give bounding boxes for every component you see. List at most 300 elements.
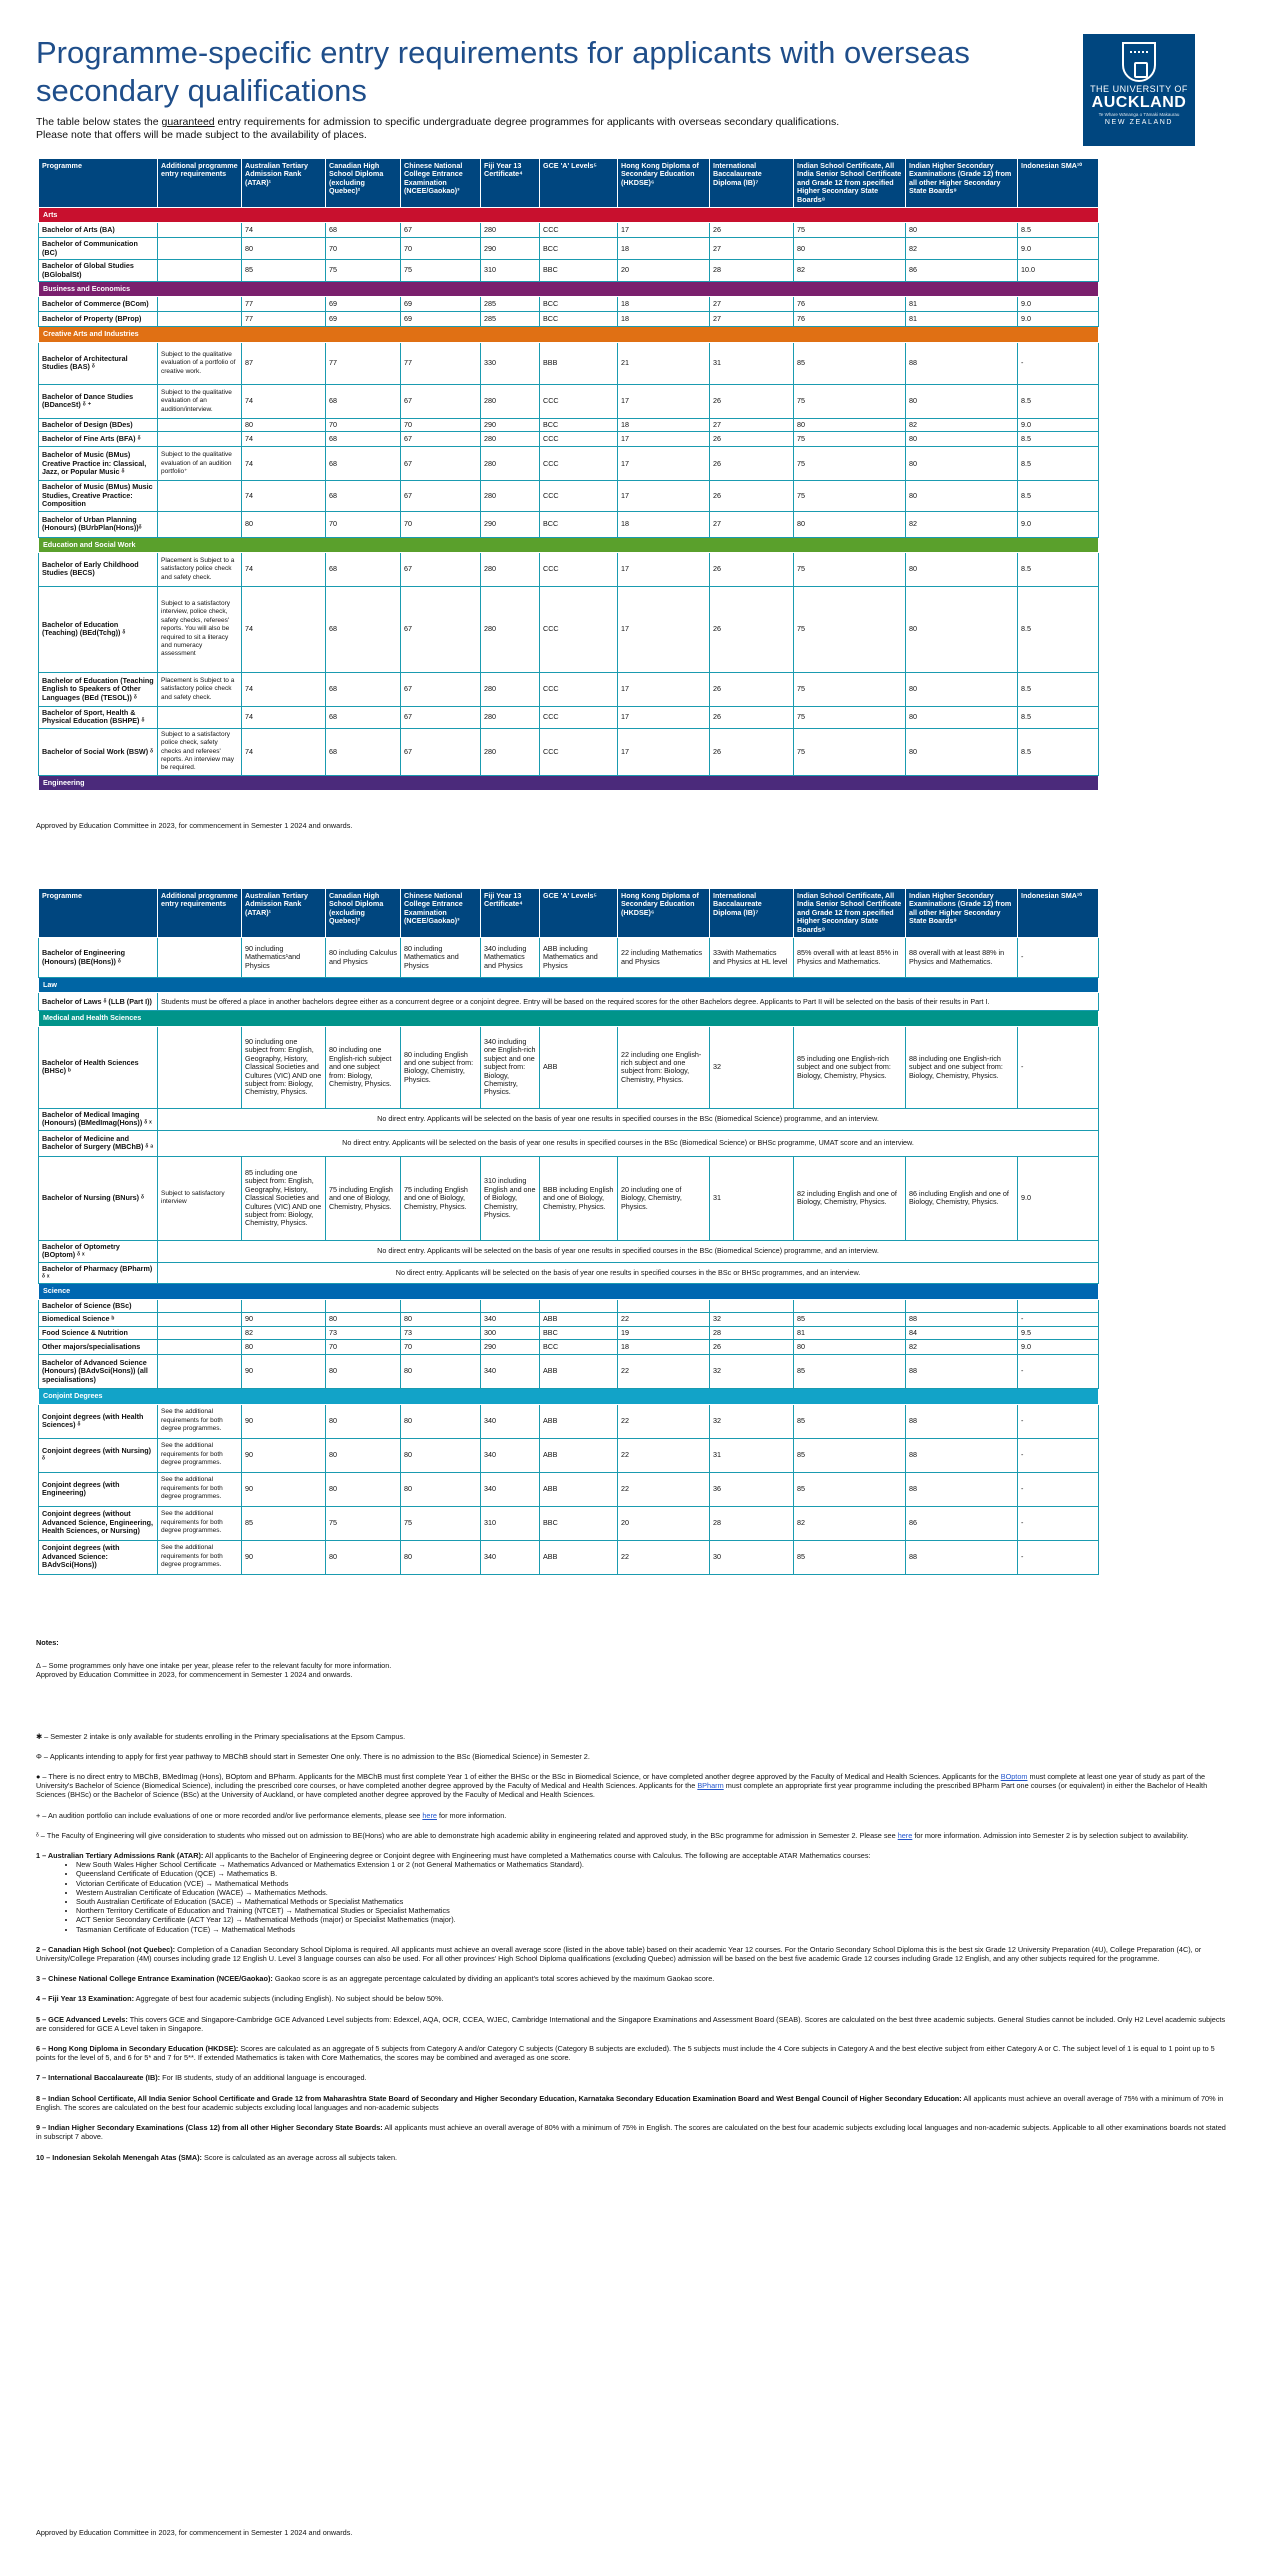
note-phi: Φ – Applicants intending to apply for first year pathway to MBChB should start in Semester One only. There is no admission to the BSc (Biomedical Science) in Semester 2.: [36, 1751, 590, 1761]
programme-name: Conjoint degrees (without Advanced Science, Engineering, Health Sciences, or Nursing): [39, 1506, 158, 1540]
requirement-cell: 26: [710, 447, 794, 481]
section-row: [39, 1284, 1099, 1299]
bpharm-link[interactable]: BPharm: [697, 1781, 724, 1791]
requirement-cell: 74: [242, 672, 326, 706]
empty-cell: [710, 1299, 794, 1312]
requirement-cell: 85 including one English-rich subject and one subject from: Biology, Chemistry, Physics.: [794, 1026, 906, 1108]
requirement-cell: 22 including Mathematics and Physics: [618, 938, 710, 978]
table-row: [39, 1506, 1099, 1540]
additional-requirements: See the additional requirements for both degree programmes.: [158, 1540, 242, 1574]
programme-name: Bachelor of Architectural Studies (BAS) ᵟ: [39, 342, 158, 384]
column-header: Canadian High School Diploma (excluding Quebec)²: [326, 159, 401, 208]
requirement-cell: 280: [481, 586, 540, 672]
table-row: [39, 1472, 1099, 1506]
requirement-cell: 26: [710, 481, 794, 511]
requirement-cell: 75: [794, 384, 906, 418]
note-7: 7 – International Baccalaureate (IB): For IB students, study of an additional language is encouraged.: [36, 2073, 367, 2083]
requirement-cell: 310: [481, 1506, 540, 1540]
table-row: [39, 1026, 1099, 1108]
column-header: Chinese National College Entrance Examination (NCEE/Gaokao)³: [401, 159, 481, 208]
requirement-cell: 75: [794, 552, 906, 586]
programme-name: Bachelor of Design (BDes): [39, 418, 158, 431]
requirement-cell: 9.0: [1018, 418, 1099, 431]
requirement-cell: -: [1018, 938, 1099, 978]
requirement-cell: 68: [326, 552, 401, 586]
guaranteed-underline: guaranteed: [161, 116, 215, 128]
requirement-cell: ABB: [540, 1313, 618, 1326]
additional-requirements: See the additional requirements for both degree programmes.: [158, 1404, 242, 1438]
note-engineering: ᵟ – The Faculty of Engineering will give consideration to students who missed out on admission to BE(Hons) who are able to demonstrate high academic ability in engineering related and approved study, in the BSc programme for admission in Semester 2. Please see here for more information. Admission into Semester 2 is by selection subject to availability.: [36, 1830, 1189, 1840]
requirement-cell: 80: [401, 1540, 481, 1574]
requirement-cell: 80: [794, 511, 906, 537]
empty-cell: [618, 1299, 710, 1312]
requirement-cell: 26: [710, 223, 794, 238]
table-row: [39, 1438, 1099, 1472]
requirement-cell: 90: [242, 1355, 326, 1389]
requirement-cell: 67: [401, 481, 481, 511]
requirement-cell: 81: [906, 312, 1018, 327]
requirement-cell: -: [1018, 1026, 1099, 1108]
requirement-cell: 74: [242, 552, 326, 586]
atar-list-item: • ACT Senior Secondary Certificate (ACT Year 12) → Mathematical Methods (major) or Specialist Mathematics (major).: [76, 1915, 1226, 1924]
requirements-table-1: [38, 158, 1099, 791]
requirement-cell: -: [1018, 1355, 1099, 1389]
requirement-cell: 18: [618, 238, 710, 260]
additional-requirements: Subject to the qualitative evaluation of an audition portfolio⁺: [158, 447, 242, 481]
section-row: [39, 327, 1099, 342]
table-row: [39, 552, 1099, 586]
no-direct-entry-note: No direct entry. Applicants will be selected on the basis of year one results in specified courses in the BSc or BHSc programmes, and an interview.: [158, 1262, 1099, 1284]
table-row: [39, 586, 1099, 672]
requirement-cell: 80: [794, 418, 906, 431]
requirement-cell: CCC: [540, 586, 618, 672]
programme-name: Bachelor of Optometry (BOptom) ᵟ ˣ: [39, 1240, 158, 1262]
additional-requirements: [158, 260, 242, 282]
requirement-cell: 21: [618, 342, 710, 384]
requirement-cell: 80: [326, 1472, 401, 1506]
requirement-cell: 82: [794, 260, 906, 282]
requirement-cell: 17: [618, 728, 710, 775]
table-row: [39, 297, 1099, 312]
requirement-cell: 75: [401, 260, 481, 282]
requirement-cell: 87: [242, 342, 326, 384]
requirement-cell: 340: [481, 1404, 540, 1438]
additional-requirements: [158, 481, 242, 511]
column-header: Hong Kong Diploma of Secondary Education (HKDSE)⁶: [618, 889, 710, 938]
requirement-cell: ABB: [540, 1438, 618, 1472]
requirement-cell: 9.0: [1018, 1340, 1099, 1355]
requirement-cell: 68: [326, 432, 401, 447]
requirement-cell: 18: [618, 1340, 710, 1355]
requirement-cell: 10.0: [1018, 260, 1099, 282]
table-header-row: [39, 159, 1099, 208]
programme-name: Conjoint degrees (with Health Sciences) ᵟ: [39, 1404, 158, 1438]
programme-name: Bachelor of Medical Imaging (Honours) (BMedImag(Hons)) ᵟ ˣ: [39, 1108, 158, 1130]
requirement-cell: CCC: [540, 481, 618, 511]
requirement-cell: 80 including English and one subject from: Biology, Chemistry, Physics.: [401, 1026, 481, 1108]
requirement-cell: 9.5: [1018, 1326, 1099, 1339]
requirement-cell: 74: [242, 384, 326, 418]
requirement-cell: 75 including English and one of Biology, Chemistry, Physics.: [401, 1156, 481, 1240]
requirement-cell: ABB: [540, 1026, 618, 1108]
requirement-cell: 17: [618, 552, 710, 586]
requirement-cell: CCC: [540, 728, 618, 775]
additional-requirements: Subject to the qualitative evaluation of a portfolio of creative work.: [158, 342, 242, 384]
requirement-cell: 8.5: [1018, 728, 1099, 775]
notes-section: [36, 1638, 1226, 2162]
column-header: Hong Kong Diploma of Secondary Education (HKDSE)⁶: [618, 159, 710, 208]
section-title: Arts: [39, 208, 1099, 223]
column-header: Programme: [39, 889, 158, 938]
empty-cell: [242, 1299, 326, 1312]
requirement-cell: 22: [618, 1438, 710, 1472]
programme-name: Other majors/specialisations: [39, 1340, 158, 1355]
requirement-cell: 67: [401, 432, 481, 447]
requirement-cell: -: [1018, 1404, 1099, 1438]
requirement-cell: 80: [906, 552, 1018, 586]
programme-name: Bachelor of Commerce (BCom): [39, 297, 158, 312]
requirement-cell: 82: [794, 1506, 906, 1540]
requirement-cell: 22: [618, 1540, 710, 1574]
column-header: Fiji Year 13 Certificate⁴: [481, 159, 540, 208]
requirement-cell: BBC: [540, 1326, 618, 1339]
additional-requirements: Subject to the qualitative evaluation of an audition/interview.: [158, 384, 242, 418]
atar-list-item: • Victorian Certificate of Education (VCE) → Mathematical Methods: [76, 1879, 1226, 1888]
column-header: Fiji Year 13 Certificate⁴: [481, 889, 540, 938]
boptom-link[interactable]: BOptom: [1000, 1772, 1028, 1782]
requirement-cell: 75: [794, 481, 906, 511]
requirement-cell: 80: [401, 1404, 481, 1438]
atar-list-item: • Tasmanian Certificate of Education (TCE) → Mathematical Methods: [76, 1925, 1226, 1934]
empty-cell: [906, 1299, 1018, 1312]
note-4: 4 – Fiji Year 13 Examination: Aggregate of best four academic subjects (including English). No subject should be below 50%.: [36, 1994, 444, 2004]
requirement-cell: 26: [710, 552, 794, 586]
requirement-cell: 90: [242, 1313, 326, 1326]
requirement-cell: 310 including English and one of Biology, Chemistry, Physics.: [481, 1156, 540, 1240]
table-row: [39, 342, 1099, 384]
table-row: [39, 1540, 1099, 1574]
requirement-cell: BCC: [540, 418, 618, 431]
programme-name: Bachelor of Medicine and Bachelor of Surgery (MBChB) ᵟ ᵃ: [39, 1130, 158, 1156]
requirement-cell: 68: [326, 706, 401, 728]
table-row: [39, 993, 1099, 1011]
requirement-cell: 26: [710, 728, 794, 775]
programme-name: Bachelor of Engineering (Honours) (BE(Hons)) ᵟ: [39, 938, 158, 978]
requirement-cell: 20: [618, 1506, 710, 1540]
section-title: Engineering: [39, 775, 1099, 790]
table-row: [39, 1326, 1099, 1339]
requirement-cell: 74: [242, 728, 326, 775]
programme-name: Bachelor of Social Work (BSW) ᵟ: [39, 728, 158, 775]
requirement-cell: 28: [710, 260, 794, 282]
requirement-cell: ABB: [540, 1540, 618, 1574]
section-title: Conjoint Degrees: [39, 1389, 1099, 1404]
column-header: Canadian High School Diploma (excluding Quebec)²: [326, 889, 401, 938]
engineering-here-link[interactable]: here: [897, 1830, 913, 1840]
column-header: Additional programme entry requirements: [158, 159, 242, 208]
requirement-cell: 26: [710, 706, 794, 728]
empty-cell: [540, 1299, 618, 1312]
note-2: 2 – Canadian High School (not Quebec): Completion of a Canadian Secondary School Diploma is required. All applicants must achieve an overall average score (listed in the above table) based on their academic Year 12 courses. For the Ontario Secondary School Diploma this is the best six Grade 12 University Preparation (4U), College Preparation (4C), or University/College Preparation (4M) courses including grade 12 English U. Level 3 language courses can also be used. For all other provinces' High School Diploma qualifications (excluding Quebec) admission will be based on the best five academic Grade 12 courses including Grade 12 English, and any other subjects required for the programme.: [36, 1944, 1202, 1964]
requirement-cell: 340 including one English-rich subject and one subject from: Biology, Chemistry, Physics.: [481, 1026, 540, 1108]
additional-requirements: Subject to a satisfactory interview, police check, safety checks, referees' reports. You will also be required to sit a literacy and numeracy assessment: [158, 586, 242, 672]
requirement-cell: 74: [242, 447, 326, 481]
requirement-cell: 80: [326, 1438, 401, 1472]
audition-here-link[interactable]: here: [422, 1810, 437, 1820]
additional-requirements: [158, 223, 242, 238]
table-row: [39, 1262, 1099, 1284]
requirement-cell: 26: [710, 586, 794, 672]
requirement-cell: 81: [906, 297, 1018, 312]
requirement-cell: 70: [401, 1340, 481, 1355]
requirement-cell: 80 including one English-rich subject and one subject from: Biology, Chemistry, Physics.: [326, 1026, 401, 1108]
requirement-cell: 90: [242, 1438, 326, 1472]
requirement-cell: 17: [618, 384, 710, 418]
footer-approval: Approved by Education Committee in 2023, for commencement in Semester 1 2024 and onwards.: [36, 2528, 353, 2537]
table-row: [39, 384, 1099, 418]
table-row: [39, 223, 1099, 238]
requirement-cell: 85: [794, 1313, 906, 1326]
requirement-cell: 69: [401, 312, 481, 327]
requirement-cell: 67: [401, 223, 481, 238]
note-1: 1 – Australian Tertiary Admissions Rank (ATAR): All applicants to the Bachelor of Engineering degree or Conjoint degree with Engineering must have completed a Mathematics course with Calculus. The following are acceptable ATAR Mathematics courses:: [36, 1851, 871, 1861]
requirement-cell: 75: [794, 706, 906, 728]
column-header: Australian Tertiary Admission Rank (ATAR)¹: [242, 889, 326, 938]
requirement-cell: 80: [794, 1340, 906, 1355]
programme-name: Bachelor of Urban Planning (Honours) (BUrbPlan(Hons))ᵟ: [39, 511, 158, 537]
requirement-cell: 31: [710, 1156, 794, 1240]
requirement-cell: CCC: [540, 223, 618, 238]
requirement-cell: 80: [242, 418, 326, 431]
requirement-cell: 17: [618, 223, 710, 238]
table-row: [39, 260, 1099, 282]
note-star: ✱ – Semester 2 intake is only available for students enrolling in the Primary specialisations at the Epsom Campus.: [36, 1731, 406, 1741]
requirement-cell: 36: [710, 1472, 794, 1506]
programme-name: Food Science & Nutrition: [39, 1326, 158, 1339]
requirement-cell: 82 including English and one of Biology, Chemistry, Physics.: [794, 1156, 906, 1240]
note-6: 6 – Hong Kong Diploma in Secondary Education (HKDSE): Scores are calculated as an aggregate of 5 subjects from Category A and/or Category C subjects (Category B subjects are excluded). The 5 subjects must include the 4 Core subjects in Category A and the best elective subject from either Category A or C. The subject level of 1 is equal to 1 point up to 5 points for the level of 5, and 6 for 5* and 7 for 5**. If extended Mathematics is taken with Core Mathematics, the scores may be combined and averaged as one score.: [36, 2044, 1215, 2063]
requirement-cell: 80: [326, 1540, 401, 1574]
additional-requirements: See the additional requirements for both degree programmes.: [158, 1472, 242, 1506]
requirement-cell: 17: [618, 706, 710, 728]
requirement-cell: 18: [618, 312, 710, 327]
programme-name: Bachelor of Global Studies (BGlobalSt): [39, 260, 158, 282]
table-row: [39, 728, 1099, 775]
table-row: [39, 1299, 1099, 1312]
requirement-cell: 85: [794, 1472, 906, 1506]
additional-requirements: [158, 432, 242, 447]
empty-cell: [794, 1299, 906, 1312]
requirement-cell: 68: [326, 447, 401, 481]
requirement-cell: 82: [906, 238, 1018, 260]
requirement-cell: 28: [710, 1326, 794, 1339]
column-header: Indonesian SMA¹⁰: [1018, 889, 1099, 938]
requirement-cell: 69: [326, 312, 401, 327]
requirement-cell: 90: [242, 1472, 326, 1506]
programme-name: Bachelor of Nursing (BNurs) ᵟ: [39, 1156, 158, 1240]
requirement-cell: 30: [710, 1540, 794, 1574]
section-title: Education and Social Work: [39, 537, 1099, 552]
table-row: [39, 418, 1099, 431]
university-logo: THE UNIVERSITY OF AUCKLAND Te Whare Wānanga o Tāmaki Makaurau NEW ZEALAND: [1083, 34, 1195, 146]
requirement-cell: BBB: [540, 342, 618, 384]
requirement-cell: 85: [794, 342, 906, 384]
table-header-row: [39, 889, 1099, 938]
requirement-cell: 19: [618, 1326, 710, 1339]
requirement-cell: 80: [242, 238, 326, 260]
programme-name: Bachelor of Education (Teaching) (BEd(Tchg)) ᵟ: [39, 586, 158, 672]
programme-name: Bachelor of Communication (BC): [39, 238, 158, 260]
requirement-cell: 67: [401, 706, 481, 728]
programme-name: Bachelor of Pharmacy (BPharm) ᵟ ˣ: [39, 1262, 158, 1284]
additional-requirements: Placement is Subject to a satisfactory police check and safety check.: [158, 672, 242, 706]
requirement-cell: 67: [401, 384, 481, 418]
requirement-cell: 70: [326, 418, 401, 431]
requirement-cell: 80: [401, 1438, 481, 1472]
requirement-cell: 280: [481, 384, 540, 418]
requirement-cell: 75: [794, 672, 906, 706]
programme-name: Bachelor of Sport, Health & Physical Education (BSHPE) ᵟ: [39, 706, 158, 728]
programme-name: Bachelor of Education (Teaching English to Speakers of Other Languages (BEd (TESOL)) ᵟ: [39, 672, 158, 706]
requirement-cell: -: [1018, 342, 1099, 384]
requirement-cell: 340: [481, 1472, 540, 1506]
requirement-cell: 74: [242, 223, 326, 238]
requirement-cell: 88: [906, 1404, 1018, 1438]
requirement-cell: 20 including one of Biology, Chemistry, Physics.: [618, 1156, 710, 1240]
column-header: Indian Higher Secondary Examinations (Grade 12) from all other Higher Secondary State Boards⁹: [906, 889, 1018, 938]
requirement-cell: 84: [906, 1326, 1018, 1339]
atar-list-item: • Queensland Certificate of Education (QCE) → Mathematics B.: [76, 1869, 1226, 1878]
requirement-cell: CCC: [540, 432, 618, 447]
requirement-cell: 86: [906, 260, 1018, 282]
requirement-cell: 340: [481, 1438, 540, 1472]
requirement-cell: 8.5: [1018, 223, 1099, 238]
requirement-cell: 80: [401, 1355, 481, 1389]
requirement-cell: 9.0: [1018, 238, 1099, 260]
requirement-cell: 80: [242, 511, 326, 537]
table-row: [39, 706, 1099, 728]
empty-cell: [158, 1299, 242, 1312]
programme-name: Bachelor of Dance Studies (BDanceSt) ᵟ ⁺: [39, 384, 158, 418]
requirement-cell: 8.5: [1018, 706, 1099, 728]
programme-name: Bachelor of Advanced Science (Honours) (BAdvSci(Hons)) (all specialisations): [39, 1355, 158, 1389]
note-9: 9 – Indian Higher Secondary Examinations (Class 12) from all other Higher Secondary State Boards: All applicants must achieve an overall average of 80% with a minimum of 75% in English. The scores are calculated on the best four academic subjects excluding local languages and non-academic subjects. Applicable to all other examinations boards not stated in subscript 7 above.: [36, 2123, 1226, 2142]
section-title: Law: [39, 978, 1099, 993]
column-header: Indonesian SMA¹⁰: [1018, 159, 1099, 208]
programme-name: Biomedical Science ᵇ: [39, 1313, 158, 1326]
table-row: [39, 1313, 1099, 1326]
additional-requirements: [158, 312, 242, 327]
note-10: 10 – Indonesian Sekolah Menengah Atas (SMA): Score is calculated as an average across all subjects taken.: [36, 2152, 398, 2162]
requirement-cell: 280: [481, 447, 540, 481]
column-header: Indian Higher Secondary Examinations (Grade 12) from all other Higher Secondary State Boards⁹: [906, 159, 1018, 208]
requirement-cell: 80: [906, 384, 1018, 418]
column-header: Australian Tertiary Admission Rank (ATAR)¹: [242, 159, 326, 208]
programme-name: Bachelor of Fine Arts (BFA) ᵟ: [39, 432, 158, 447]
requirement-cell: 67: [401, 728, 481, 775]
requirement-cell: CCC: [540, 672, 618, 706]
table-row: [39, 938, 1099, 978]
requirement-cell: 85: [794, 1540, 906, 1574]
requirement-cell: -: [1018, 1506, 1099, 1540]
requirement-cell: 8.5: [1018, 432, 1099, 447]
section-title: Medical and Health Sciences: [39, 1011, 1099, 1026]
no-direct-entry-note: No direct entry. Applicants will be selected on the basis of year one results in specified courses in the BSc (Biomedical Science) programme, and an interview.: [158, 1240, 1099, 1262]
empty-cell: [401, 1299, 481, 1312]
table-row: [39, 1404, 1099, 1438]
requirement-cell: 340: [481, 1355, 540, 1389]
requirement-cell: 85 including one subject from: English, Geography, History, Classical Societies and Cultures (VIC) AND one subject from: Biology, Chemistry, Physics.: [242, 1156, 326, 1240]
requirement-cell: 8.5: [1018, 447, 1099, 481]
programme-name: Bachelor of Laws ᵟ (LLB (Part I)): [39, 993, 158, 1011]
additional-requirements: [158, 1355, 242, 1389]
table-row: [39, 672, 1099, 706]
requirement-cell: 69: [326, 297, 401, 312]
requirement-cell: BCC: [540, 238, 618, 260]
requirement-cell: 80 including Mathematics and Physics: [401, 938, 481, 978]
requirement-cell: 26: [710, 1340, 794, 1355]
requirement-cell: 74: [242, 432, 326, 447]
requirement-cell: ABB: [540, 1472, 618, 1506]
requirement-cell: 80: [906, 447, 1018, 481]
requirement-cell: 75: [794, 447, 906, 481]
column-header: GCE 'A' Levels⁵: [540, 159, 618, 208]
column-header: GCE 'A' Levels⁵: [540, 889, 618, 938]
requirement-cell: CCC: [540, 447, 618, 481]
additional-requirements: [158, 297, 242, 312]
section-row: [39, 978, 1099, 993]
requirement-cell: 90: [242, 1404, 326, 1438]
requirement-cell: 27: [710, 238, 794, 260]
requirement-cell: 80: [401, 1472, 481, 1506]
additional-requirements: [158, 1313, 242, 1326]
requirement-cell: CCC: [540, 384, 618, 418]
requirement-cell: 75: [794, 223, 906, 238]
requirement-cell: 330: [481, 342, 540, 384]
requirement-cell: 80: [326, 1404, 401, 1438]
note-bullet: ● – There is no direct entry to MBChB, BMedImag (Hons), BOptom and BPharm. Applicants for the MBChB must first complete Year 1 of either the BHSc or the BSc in Biomedical Science, or have completed another degree approved by the Faculty of Medical and Health Sciences. Applicants for the BOptom must complete at least one year of study as part of the University's Bachelor of Science (Biomedical Science), including the prescribed core courses, or have completed another degree approved by the Faculty of Medical and Health Sciences. Applicants for the BPharm must complete an appropriate first year programme including the prescribed BPharm Part one courses (or equivalent) in either the Bachelor of Health Sciences (BHSc) or the Bachelor of Science (BSc) at the University of Auckland, or have completed another degree approved by the Faculty of Medical and Health Sciences.: [36, 1772, 1208, 1800]
requirement-cell: 85: [242, 1506, 326, 1540]
requirement-cell: 26: [710, 384, 794, 418]
requirement-cell: 80: [326, 1355, 401, 1389]
requirement-cell: 70: [326, 238, 401, 260]
requirement-cell: 80: [906, 728, 1018, 775]
programme-name: Conjoint degrees (with Engineering): [39, 1472, 158, 1506]
requirement-cell: 8.5: [1018, 384, 1099, 418]
requirement-cell: 280: [481, 552, 540, 586]
requirement-cell: 73: [326, 1326, 401, 1339]
requirement-cell: -: [1018, 1438, 1099, 1472]
requirement-cell: 68: [326, 223, 401, 238]
table-row: [39, 1156, 1099, 1240]
programme-name: Bachelor of Music (BMus) Music Studies, Creative Practice: Composition: [39, 481, 158, 511]
requirement-cell: 74: [242, 586, 326, 672]
empty-cell: [326, 1299, 401, 1312]
additional-requirements: [158, 1026, 242, 1108]
note-5: 5 – GCE Advanced Levels: This covers GCE and Singapore-Cambridge GCE Advanced Level subjects from: Edexcel, AQA, OCR, CCEA, WJEC, Cambridge International and the Singapore Examinations and Assessment Board (SEAB). Scores are calculated on the best three academic subjects. General Studies cannot be included. Only H2 Level academic subjects are considered for GCE A Level taken in Singapore.: [36, 2014, 1226, 2033]
atar-list-item: • Northern Territory Certificate of Education and Training (NTCET) → Mathematical Studies or Specialist Mathematics: [76, 1906, 1226, 1915]
requirement-cell: 88 including one English-rich subject and one subject from: Biology, Chemistry, Physics.: [906, 1026, 1018, 1108]
requirement-cell: 310: [481, 260, 540, 282]
table-row: [39, 312, 1099, 327]
requirement-cell: 17: [618, 586, 710, 672]
section-row: [39, 1011, 1099, 1026]
no-direct-entry-note: No direct entry. Applicants will be selected on the basis of year one results in specified courses in the BSc (Biomedical Science) or BHSc programme, UMAT score and an interview.: [158, 1130, 1099, 1156]
requirement-cell: 80: [906, 223, 1018, 238]
section-title: Science: [39, 1284, 1099, 1299]
requirement-cell: 68: [326, 481, 401, 511]
requirement-cell: 8.5: [1018, 672, 1099, 706]
